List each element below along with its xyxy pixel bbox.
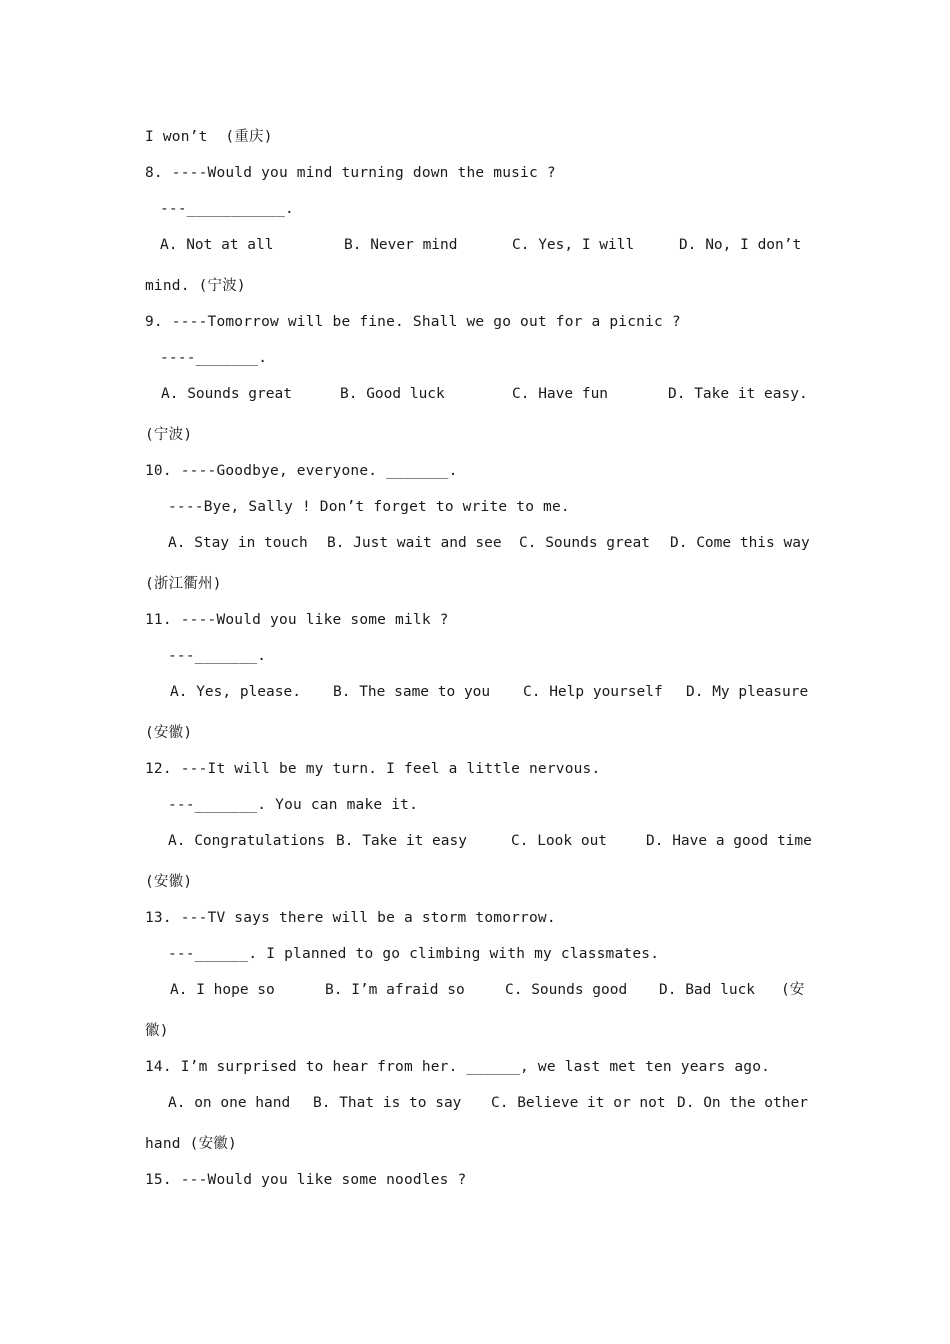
- q10-option-c: C. Sounds great: [519, 535, 650, 551]
- q12-option-b: B. Take it easy: [336, 833, 467, 849]
- question-8-blank: ---___________.: [160, 201, 294, 217]
- q13-option-b: B. I’m afraid so: [325, 982, 465, 998]
- q10-option-a: A. Stay in touch: [168, 535, 308, 551]
- question-15: 15. ---Would you like some noodles ?: [145, 1172, 467, 1188]
- question-9-blank: ----_______.: [160, 350, 268, 366]
- q14-option-a: A. on one hand: [168, 1095, 291, 1111]
- q11-option-b: B. The same to you: [333, 684, 491, 700]
- q14-option-b: B. That is to say: [313, 1095, 462, 1111]
- question-10-reply: ----Bye, Sally ! Don’t forget to write to me.: [168, 499, 570, 515]
- q14-option-c: C. Believe it or not: [491, 1095, 666, 1111]
- question-12: 12. ---It will be my turn. I feel a little nervous.: [145, 761, 601, 777]
- q9-source: (宁波): [145, 427, 193, 443]
- q8-option-d: D. No, I don’t: [679, 237, 802, 253]
- q10-option-b: B. Just wait and see: [327, 535, 502, 551]
- q13-option-c: C. Sounds good: [505, 982, 628, 998]
- q12-option-c: C. Look out: [511, 833, 608, 849]
- q9-option-c: C. Have fun: [512, 386, 609, 402]
- q11-source: (安徽): [145, 725, 193, 741]
- q10-source: (浙江衢州): [145, 576, 222, 592]
- q11-option-d: D. My pleasure: [686, 684, 809, 700]
- q12-option-a: A. Congratulations: [168, 833, 326, 849]
- question-9: 9. ----Tomorrow will be fine. Shall we go out for a picnic ?: [145, 314, 681, 330]
- question-8: 8. ----Would you mind turning down the music ?: [145, 165, 556, 181]
- q8-source: mind. (宁波): [145, 278, 246, 294]
- q14-source: hand (安徽): [145, 1136, 237, 1152]
- q12-source: (安徽): [145, 874, 193, 890]
- q13-source-start: (安: [781, 982, 805, 998]
- question-13-blank: ---______. I planned to go climbing with my classmates.: [168, 946, 660, 962]
- q8-option-b: B. Never mind: [344, 237, 458, 253]
- q9-option-b: B. Good luck: [340, 386, 445, 402]
- q9-option-d: D. Take it easy.: [668, 386, 808, 402]
- q13-source-end: 徽): [145, 1023, 169, 1039]
- line-q7-continuation: I won’t (重庆): [145, 129, 273, 145]
- q8-option-a: A. Not at all: [160, 237, 274, 253]
- q11-option-a: A. Yes, please.: [170, 684, 301, 700]
- q13-option-d: D. Bad luck: [659, 982, 756, 998]
- question-10: 10. ----Goodbye, everyone. _______.: [145, 463, 458, 479]
- q10-option-d: D. Come this way: [670, 535, 810, 551]
- q14-option-d: D. On the other: [677, 1095, 808, 1111]
- question-13: 13. ---TV says there will be a storm tomorrow.: [145, 910, 556, 926]
- q8-option-c: C. Yes, I will: [512, 237, 635, 253]
- question-11: 11. ----Would you like some milk ?: [145, 612, 449, 628]
- question-14: 14. I’m surprised to hear from her. ______, we last met ten years ago.: [145, 1059, 771, 1075]
- q12-option-d: D. Have a good time: [646, 833, 812, 849]
- question-11-blank: ---_______.: [168, 648, 267, 664]
- q13-option-a: A. I hope so: [170, 982, 275, 998]
- q11-option-c: C. Help yourself: [523, 684, 663, 700]
- question-12-blank: ---_______. You can make it.: [168, 797, 419, 813]
- q9-option-a: A. Sounds great: [161, 386, 292, 402]
